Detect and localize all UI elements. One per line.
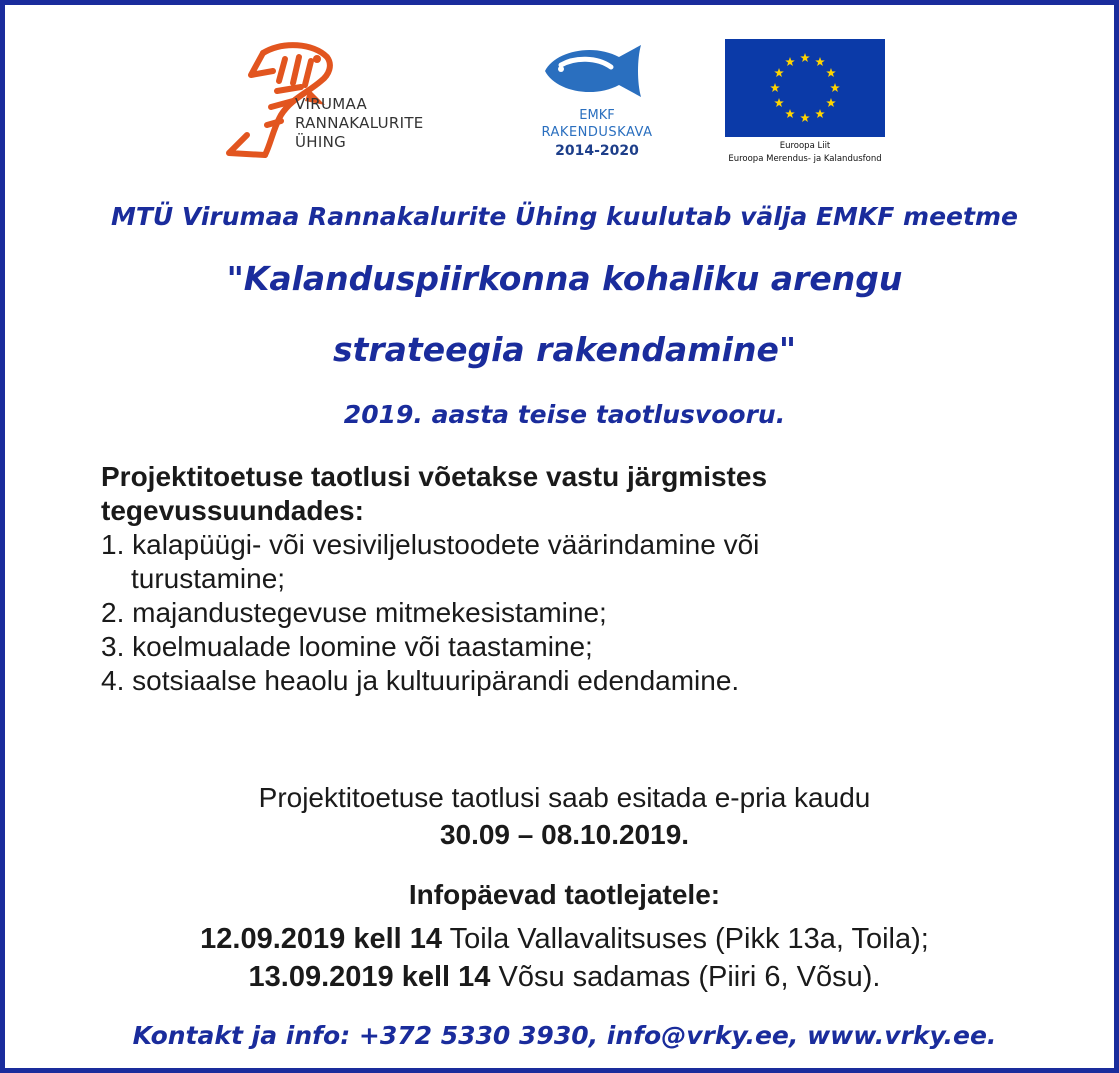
list-item: 3. koelmualade loomine või taastamine; <box>101 631 593 662</box>
list-item: 1. kalapüügi- või vesiviljelustoodete väärindamine või <box>101 529 760 560</box>
activities-lead <box>101 460 1061 528</box>
virumaa-logo-text <box>295 95 424 152</box>
contact-line: Kontakt ja info: +372 5330 3930, info@vrky.ee, www.vrky.ee. <box>132 1021 997 1050</box>
emkf-line: EMKF <box>579 108 615 123</box>
intro-heading: MTÜ Virumaa Rannakalurite Ühing kuulutab välja EMKF meetme <box>111 202 1018 231</box>
eu-flag-icon <box>725 39 885 137</box>
list-item: 2. majandustegevuse mitmekesistamine; <box>101 597 607 628</box>
virumaa-logo <box>221 35 471 165</box>
emkf-years: 2014-2020 <box>555 143 639 159</box>
emkf-logo <box>517 41 677 171</box>
measure-title: strateegia rakendamine" <box>332 330 797 369</box>
application-text: Projektitoetuse taotlusi saab esitada e-pria kaudu <box>258 782 871 813</box>
info-day-row <box>5 961 1119 994</box>
info-day-when: 12.09.2019 kell 14 <box>200 923 443 955</box>
logo-line: VIRUMAA <box>295 95 368 113</box>
eu-caption: Euroopa Liit <box>779 141 831 151</box>
logo-line: ÜHING <box>295 133 347 151</box>
measure-title: "Kalanduspiirkonna kohaliku arengu <box>226 259 903 298</box>
info-day-when: 13.09.2019 kell 14 <box>248 961 491 993</box>
emkf-line: RAKENDUSKAVA <box>541 125 653 140</box>
info-day-row <box>5 923 1119 956</box>
logo-line: RANNAKALURITE <box>295 114 424 132</box>
list-item: 4. sotsiaalse heaolu ja kultuuripärandi edendamine. <box>101 665 740 696</box>
eu-logo <box>719 33 889 169</box>
application-dates: 30.09 – 08.10.2019. <box>439 819 690 850</box>
info-day-where: Võsu sadamas (Piiri 6, Võsu). <box>490 961 881 993</box>
lead-line: tegevussuundades: <box>101 495 364 526</box>
info-day-where: Toila Vallavalitsuses (Pikk 13a, Toila); <box>442 923 929 955</box>
fish-icon <box>541 41 653 101</box>
lead-line: Projektitoetuse taotlusi võetakse vastu järgmistes <box>101 461 768 492</box>
activities-section <box>101 460 1061 698</box>
info-days-title: Infopäevad taotlejatele: <box>408 879 721 910</box>
round-heading: 2019. aasta teise taotlusvooru. <box>343 400 786 429</box>
eu-caption: Euroopa Merendus- ja Kalandusfond <box>728 154 882 164</box>
list-item-continuation: turustamine; <box>131 563 286 594</box>
